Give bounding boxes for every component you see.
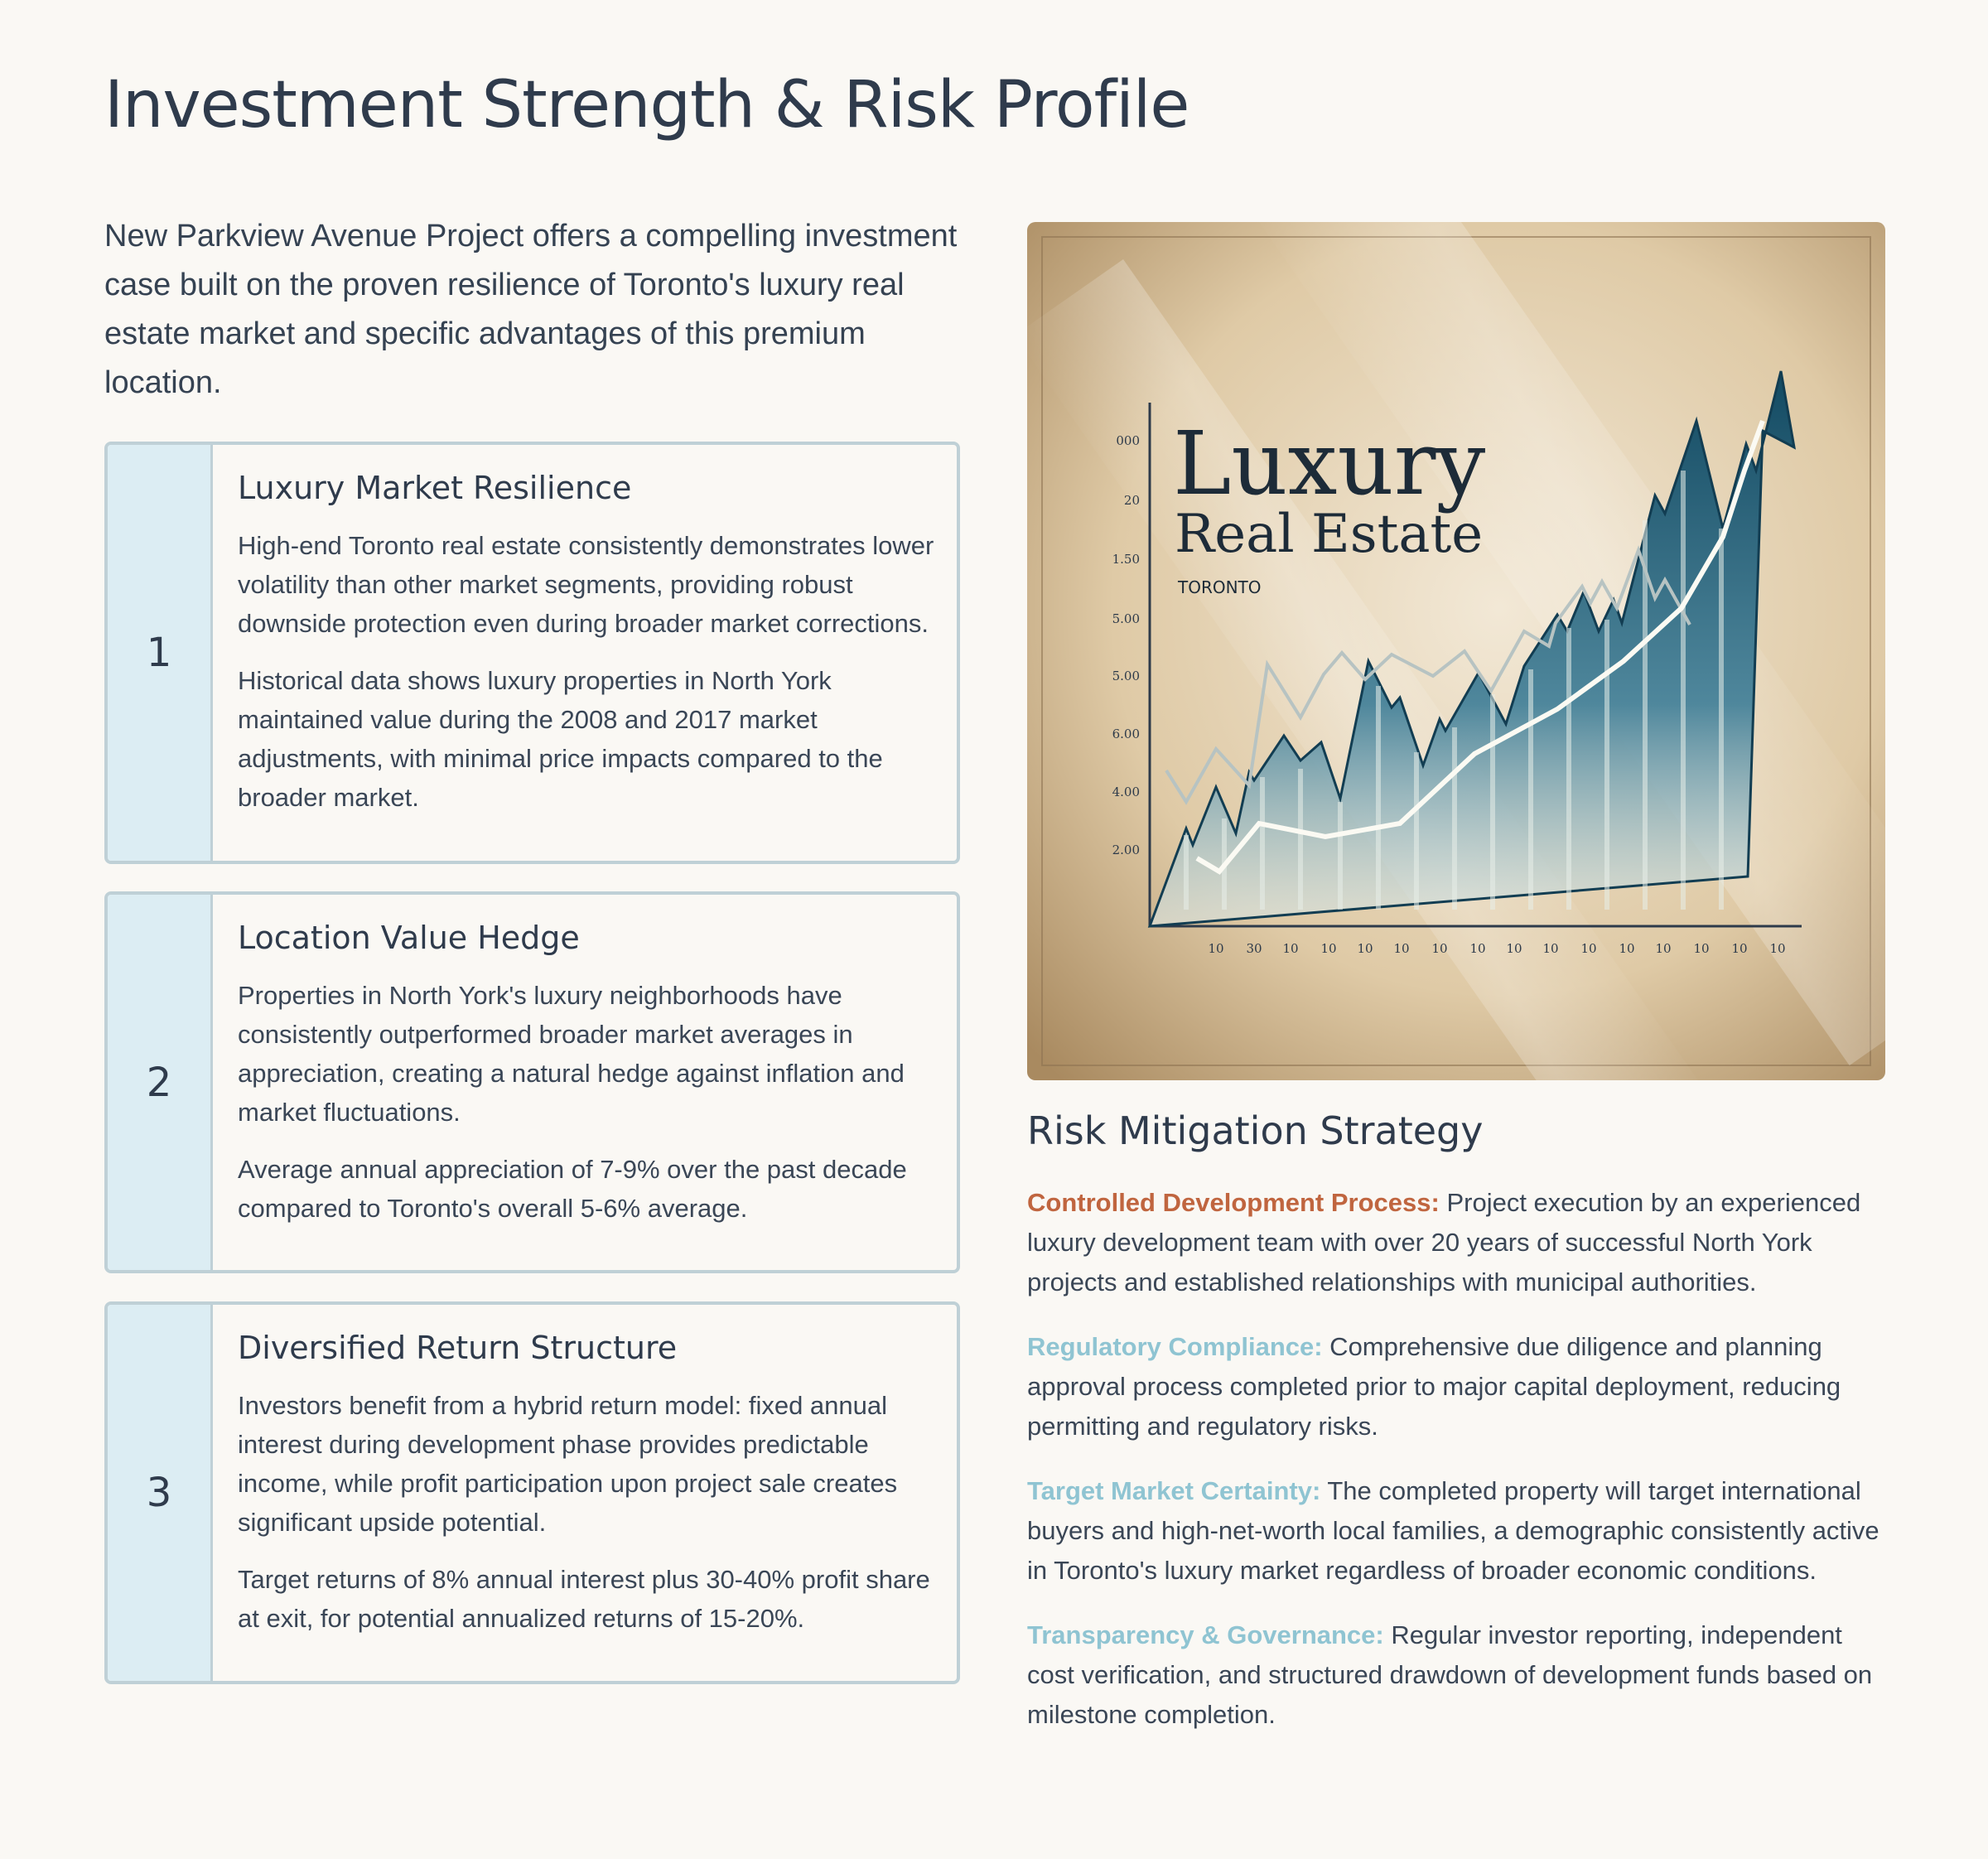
x-tick: 10: [1580, 941, 1597, 956]
page-title: Investment Strength & Risk Profile: [104, 68, 1189, 142]
y-tick: 2.00: [1112, 843, 1140, 857]
x-tick: 10: [1393, 941, 1410, 956]
card-number: 2: [108, 895, 213, 1270]
x-tick: 10: [1431, 941, 1448, 956]
risk-text: Regular investor reporting, independent cost verification, and structured drawdown of development funds based on milestone completion.: [1027, 1620, 1873, 1729]
card-paragraph: Historical data shows luxury properties in North York maintained value during the 2008 and 2017 market adjustments, with minimal price impacts compared to the broader market.: [238, 666, 883, 812]
card-diversified-return-structure: [104, 1301, 960, 1684]
x-tick: 10: [1619, 941, 1635, 956]
card-paragraph: Average annual appreciation of 7-9% over the past decade compared to Toronto's overall 5-6% average.: [238, 1155, 907, 1223]
x-tick: 10: [1469, 941, 1486, 956]
x-tick: 10: [1357, 941, 1373, 956]
x-tick: 30: [1246, 941, 1262, 956]
x-tick: 10: [1542, 941, 1559, 956]
risk-text: Project execution by an experienced luxury development team with over 20 years of successful North York projects and established relationships with municipal authorities.: [1027, 1188, 1861, 1296]
card-title: Location Value Hedge: [238, 920, 580, 956]
y-tick: 6.00: [1112, 727, 1140, 741]
risk-item-transparency-governance: [1027, 1615, 1889, 1735]
risk-text: Comprehensive due diligence and planning approval process completed prior to major capital deployment, reducing permitting and regulatory risks.: [1027, 1332, 1841, 1441]
x-tick: 10: [1208, 941, 1224, 956]
hero-image-luxury-chart: [1027, 222, 1885, 1080]
y-tick: 20: [1123, 493, 1140, 508]
risk-label: Controlled Development Process:: [1027, 1188, 1440, 1217]
risk-item-regulatory-compliance: [1027, 1327, 1889, 1446]
risk-label: Regulatory Compliance:: [1027, 1332, 1323, 1361]
risk-mitigation-list: [1027, 1183, 1889, 1760]
x-tick: 10: [1655, 941, 1672, 956]
card-paragraph: High-end Toronto real estate consistently demonstrates lower volatility than other market segments, providing robust downside protection even during broader market corrections.: [238, 531, 934, 638]
card-number: 1: [108, 445, 213, 861]
card-paragraph: Properties in North York's luxury neighborhoods have consistently outperformed broader market averages in appreciation, creating a natural hedge against inflation and market fluctuations.: [238, 981, 905, 1127]
y-tick: 5.00: [1112, 611, 1140, 626]
x-tick: 10: [1693, 941, 1710, 956]
y-tick: 4.00: [1112, 785, 1140, 799]
x-tick: 10: [1320, 941, 1337, 956]
card-luxury-market-resilience: [104, 442, 960, 864]
y-tick: 000: [1116, 433, 1140, 448]
card-paragraph: Target returns of 8% annual interest plus 30-40% profit share at exit, for potential annualized returns of 15-20%.: [238, 1565, 930, 1633]
x-tick: 10: [1731, 941, 1748, 956]
risk-mitigation-title: Risk Mitigation Strategy: [1027, 1108, 1484, 1153]
risk-item-target-market-certainty: [1027, 1471, 1889, 1591]
card-title: Diversified Return Structure: [238, 1330, 678, 1366]
hero-subtitle: TORONTO: [1178, 577, 1262, 597]
risk-label: Transparency & Governance:: [1027, 1620, 1384, 1649]
risk-text: The completed property will target international buyers and high-net-worth local families, a demographic consistently active in Toronto's luxury market regardless of broader economic conditions.: [1027, 1476, 1879, 1585]
intro-paragraph: New Parkview Avenue Project offers a compelling investment case built on the proven resilience of Toronto's luxury real estate market and specific advantages of this premium location.: [104, 219, 958, 400]
x-tick: 10: [1282, 941, 1299, 956]
hero-title-line2: Real Estate: [1175, 504, 1484, 565]
risk-item-controlled-development: [1027, 1183, 1889, 1302]
x-tick: 10: [1769, 941, 1786, 956]
card-number: 3: [108, 1305, 213, 1681]
card-title: Luxury Market Resilience: [238, 470, 632, 506]
y-tick: 1.50: [1112, 552, 1140, 567]
x-tick: 10: [1506, 941, 1522, 956]
risk-label: Target Market Certainty:: [1027, 1476, 1321, 1505]
hero-title-line1: Luxury: [1173, 413, 1486, 514]
y-tick: 5.00: [1112, 669, 1140, 683]
card-paragraph: Investors benefit from a hybrid return model: fixed annual interest during development phase provides predictable income, while profit participation upon project sale creates significant upside potential.: [238, 1391, 898, 1537]
card-location-value-hedge: [104, 891, 960, 1273]
